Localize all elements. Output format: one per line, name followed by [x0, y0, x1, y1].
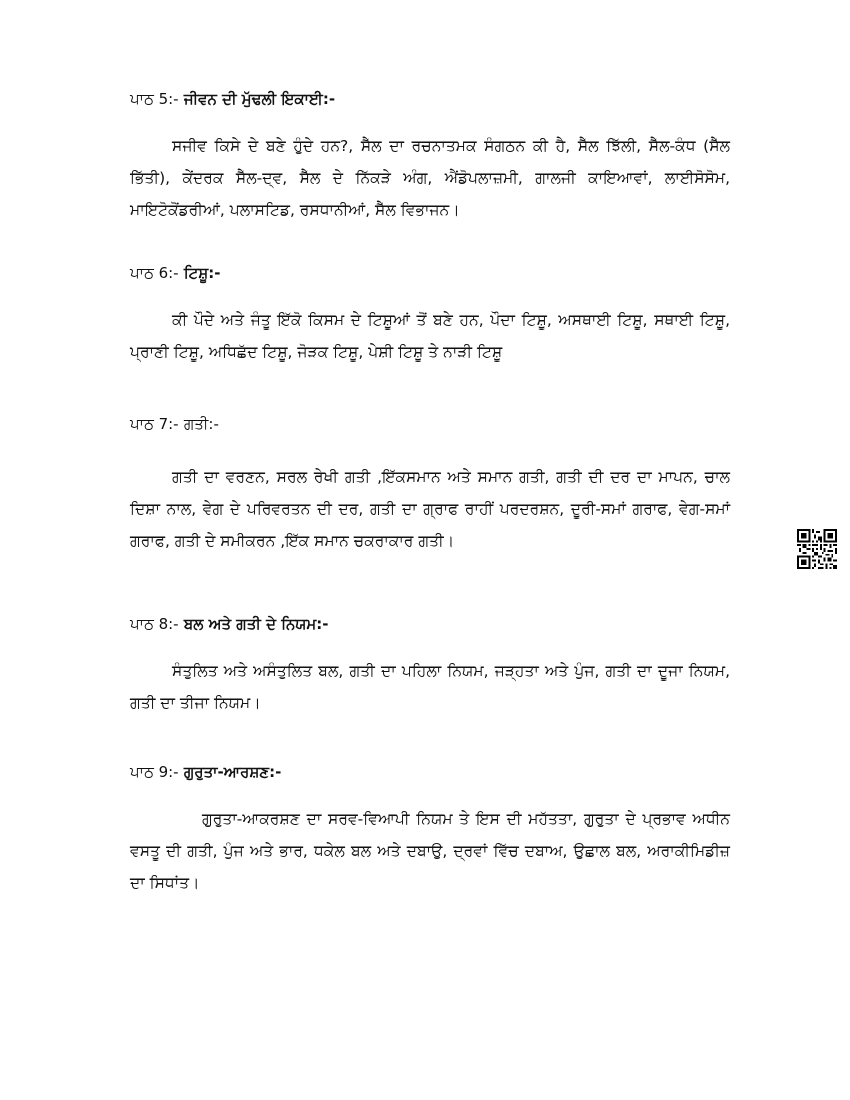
- lesson-7-section: [130, 413, 730, 557]
- lesson-9-title: ਗੁਰੁਤਾ-ਆਰਸ਼ਣ:-: [183, 763, 282, 781]
- lesson-5-body: ਸਜੀਵ ਕਿਸੇ ਦੇ ਬਣੇ ਹੁੰਦੇ ਹਨ?, ਸੈੱਲ ਦਾ ਰਚਨਾਤਮਕ ਸੰਗਠਨ ਕੀ ਹੈ, ਸੈੱਲ ਝਿੱਲੀ, ਸੈੱਲ-ਕੰਧ (ਸੈੱਲ ਭਿੱਤੀ), ਕੇਂਦਰਕ ਸੈੱਲ-ਦ੍ਵ, ਸੈੱਲ ਦੇ ਨਿੱਕੜੇ ਅੰਗ, ਐਂਡੋਪਲਾਜ਼ਮੀ, ਗਾਲਜੀ ਕਾਇਆਵਾਂ, ਲਾਈਸੋਸੋਮ, ਮਾਇਟੋਕੋਂਡਰੀਆਂ, ਪਲਾਸਟਿਡ, ਰਸਧਾਨੀਆਂ, ਸੈੱਲ ਵਿਭਾਜਨ।: [130, 137, 730, 219]
- lesson-6-section: [130, 262, 730, 368]
- lesson-8-body: ਸੰਤੁਲਿਤ ਅਤੇ ਅਸੰਤੁਲਿਤ ਬਲ, ਗਤੀ ਦਾ ਪਹਿਲਾ ਨਿਯਮ, ਜੜ੍ਹਤਾ ਅਤੇ ਪੁੰਜ, ਗਤੀ ਦਾ ਦੂਜਾ ਨਿਯਮ, ਗਤੀ ਦਾ ਤੀਜਾ ਨਿਯਮ।: [130, 662, 730, 712]
- lesson-6-title: ਟਿਸ਼ੂ:-: [183, 264, 221, 282]
- lesson-7-body: ਗਤੀ ਦਾ ਵਰਣਨ, ਸਰਲ ਰੇਖੀ ਗਤੀ ,ਇੱਕਸਮਾਨ ਅਤੇ ਸਮਾਨ ਗਤੀ, ਗਤੀ ਦੀ ਦਰ ਦਾ ਮਾਪਨ, ਚਾਲ ਦਿਸ਼ਾ ਨਾਲ, ਵੇਗ ਦੇ ਪਰਿਵਰਤਨ ਦੀ ਦਰ, ਗਤੀ ਦਾ ਗ੍ਰਾਫ ਰਾਹੀਂ ਪਰਦਰਸ਼ਨ, ਦੂਰੀ-ਸਮਾਂ ਗਰਾਫ, ਵੇਗ-ਸਮਾਂ ਗਰਾਫ, ਗਤੀ ਦੇ ਸਮੀਕਰਨ ,ਇੱਕ ਸਮਾਨ ਚਕਰਾਕਾਰ ਗਤੀ।: [130, 468, 730, 550]
- lesson-5-label: ਪਾਠ 5:-: [130, 90, 179, 108]
- lesson-6-body: ਕੀ ਪੌਦੇ ਅਤੇ ਜੰਤੂ ਇੱਕੋ ਕਿਸਮ ਦੇ ਟਿਸ਼ੂਆਂ ਤੋਂ ਬਣੇ ਹਨ, ਪੌਦਾ ਟਿਸ਼ੂ, ਅਸਥਾਈ ਟਿਸ਼ੂ, ਸਥਾਈ ਟਿਸ਼ੂ, ਪ੍ਰਾਣੀ ਟਿਸ਼ੂ, ਅਧਿਛੱਦ ਟਿਸ਼ੂ, ਜੋੜਕ ਟਿਸ਼ੂ, ਪੇਸ਼ੀ ਟਿਸ਼ੂ ਤੇ ਨਾੜੀ ਟਿਸ਼ੂ: [130, 311, 730, 361]
- lesson-5-section: [130, 88, 730, 226]
- lesson-7-label: ਪਾਠ 7:-: [130, 415, 179, 433]
- lesson-8-section: [130, 613, 730, 719]
- lesson-8-title: ਬਲ ਅਤੇ ਗਤੀ ਦੇ ਨਿਯਮ:-: [183, 615, 329, 633]
- lesson-5-title: ਜੀਵਨ ਦੀ ਮੁੱਢਲੀ ਇਕਾਈ:-: [183, 90, 336, 108]
- lesson-7-title: ਗਤੀ:-: [183, 415, 219, 433]
- qr-code-icon: [797, 529, 837, 569]
- lesson-9-body: ਗੁਰੁਤਾ-ਆਕਰਸ਼ਣ ਦਾ ਸਰਵ-ਵਿਆਪੀ ਨਿਯਮ ਤੇ ਇਸ ਦੀ ਮਹੱਤਤਾ, ਗੁਰੁਤਾ ਦੇ ਪ੍ਰਭਾਵ ਅਧੀਨ ਵਸਤੂ ਦੀ ਗਤੀ, ਪੁੰਜ ਅਤੇ ਭਾਰ, ਧਕੇਲ ਬਲ ਅਤੇ ਦਬਾਉ, ਦ੍ਰਵਾਂ ਵਿੱਚ ਦਬਾਅ, ਉਛਾਲ ਬਲ, ਅਰਾਕੀਮਿਡੀਜ਼ ਦਾ ਸਿਧਾਂਤ।: [130, 810, 730, 892]
- lesson-6-label: ਪਾਠ 6:-: [130, 264, 179, 282]
- lesson-9-label: ਪਾਠ 9:-: [130, 763, 179, 781]
- lesson-9-heading: [130, 761, 730, 783]
- lesson-9-section: [130, 761, 730, 899]
- lesson-5-heading: [130, 88, 730, 110]
- lesson-7-heading: [130, 413, 730, 435]
- lesson-6-heading: [130, 262, 730, 284]
- lesson-8-heading: [130, 613, 730, 635]
- lesson-8-label: ਪਾਠ 8:-: [130, 615, 179, 633]
